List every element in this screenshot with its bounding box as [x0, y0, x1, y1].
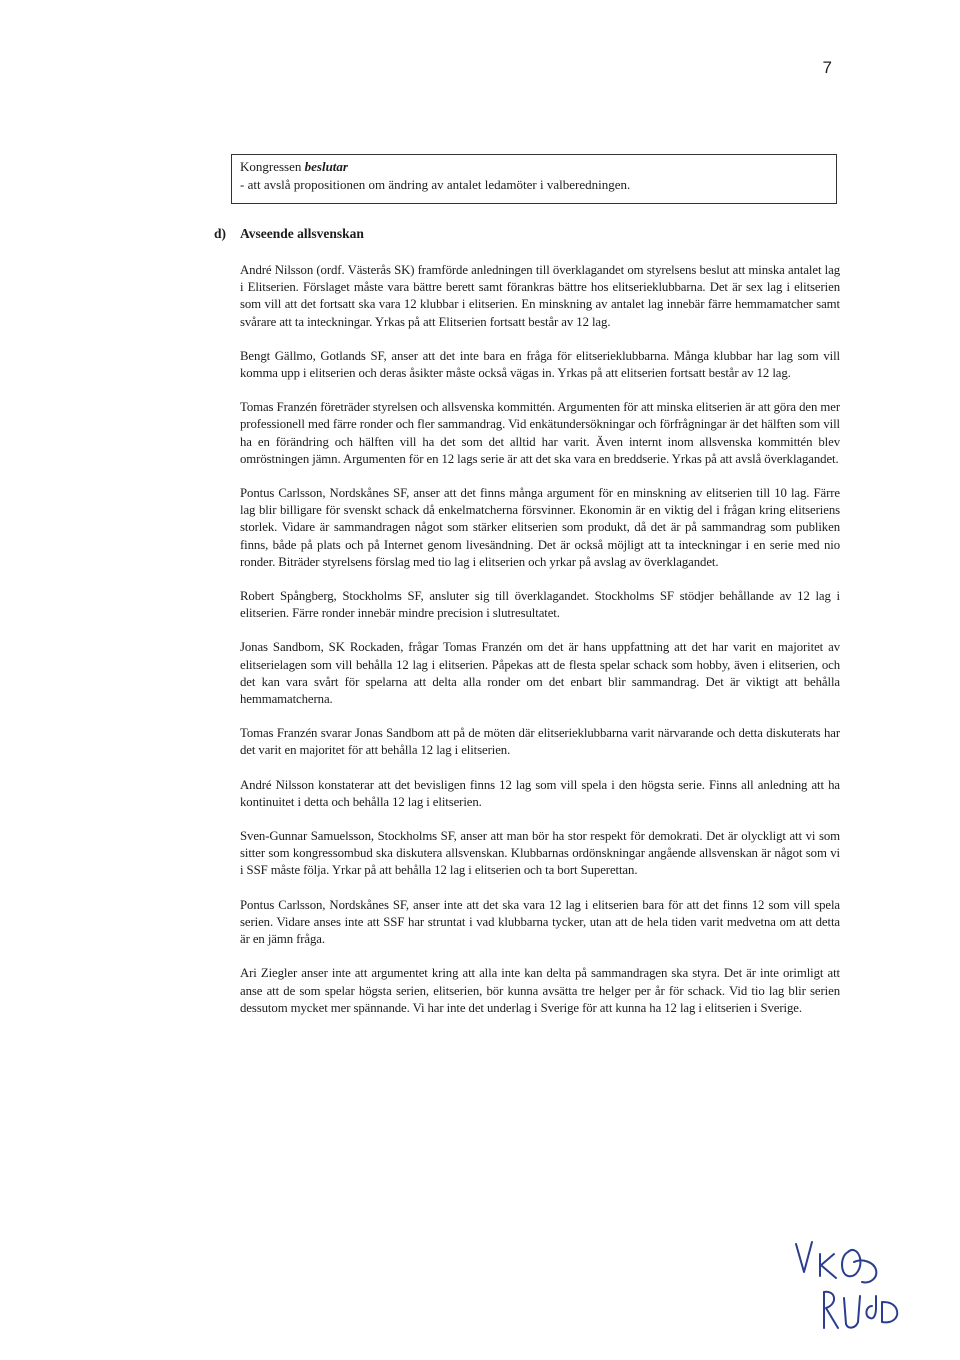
paragraph: André Nilsson konstaterar att det bevisligen finns 12 lag som vill spela i den högsta serie. Finns all anledning att ha kontinuitet i detta och behålla 12 lag i elitserien. — [240, 777, 840, 809]
decision-emphasis: beslutar — [304, 159, 348, 174]
decision-line-2: - att avslå propositionen om ändring av antalet ledamöter i valberedningen. — [240, 177, 631, 192]
page-number: 7 — [822, 58, 832, 77]
paragraph: Jonas Sandbom, SK Rockaden, frågar Tomas Franzén om det är hans uppfattning att det har varit en majoritet av elitserielagen som vill behålla 12 lag i elitserien. Påpekas att de flesta spelar schack som hobby, även i elitserien, och det kan vara svårt för spelarna att delta alla ronder om det enbart blir sammandrag. Det är viktigt att behålla hemmamatcherna. — [240, 640, 840, 707]
handwritten-initials — [790, 1232, 920, 1342]
section-heading — [214, 226, 364, 242]
paragraph: Tomas Franzén svarar Jonas Sandbom att på de möten där elitserieklubbarna varit närvarande och detta diskuterats har det varit en majoritet för att behålla 12 lag i elitserien. — [240, 726, 840, 758]
section-title: Avseende allsvenskan — [240, 226, 364, 241]
decision-box — [231, 154, 837, 204]
paragraph: Ari Ziegler anser inte att argumentet kring att alla inte kan delta på sammandragen ska styra. Det är inte orimligt att anse att de som spelar högsta serien, elitserien, bör kunna avsätta tre helger per år för schack. Vid tio lag blir serien dessutom mycket mer spännande. Vi har inte det underlag i Sverige för att kunna ha 12 lag i elitserien i Sverige. — [240, 966, 840, 1015]
paragraph: Pontus Carlsson, Nordskånes SF, anser att det finns många argument för en minskning av elitserien till 10 lag. Färre lag blir billigare för svenskt schack då enkelmatcherna försvinner. Ekonomin är en viktig del i frågan kring elitseriens storlek. Vidare är sammandragen något som stärker elitserien som produkt, då det är på sammandrag som publiken finns, både på plats och på Internet genom livesändning. Det är också möjligt att ta inteckningar i en serie med nio ronder. Biträder styrelsens förslag med tio lag i elitserien och yrkar på avslag av överklagandet. — [240, 486, 840, 569]
decision-prefix: Kongressen — [240, 159, 305, 174]
paragraph: André Nilsson (ordf. Västerås SK) framförde anledningen till överklagandet om styrelsens beslut att minska antalet lag i Elitserien. Förslaget måste vara bättre berett samt förankras bättre hos elitserieklubbarna. Det är sex lag i elitserien som vill att det fortsatt ska vara 12 klubbar i elitserien. En minskning av antalet lag innebär färre hemmamatcher samt svårare att ta inteckningar. Yrkas på att Elitserien fortsatt består av 12 lag. — [240, 263, 840, 329]
decision-line-1 — [240, 158, 828, 176]
section-marker: d) — [214, 226, 227, 241]
paragraph: Bengt Gällmo, Gotlands SF, anser att det inte bara en fråga för elitserieklubbarna. Många klubbar har lag som vill komma upp i elitserien och deras åsikter måste också vägas in. Yrkas på att elitserien fortsatt består av 12 lag. — [240, 348, 840, 381]
paragraph: Sven-Gunnar Samuelsson, Stockholms SF, anser att man bör ha stor respekt för demokrati. Det är olyckligt att vi som sitter som kongressombud ska diskutera allsvenskan. Klubbarnas ordönskningar angående allsvenskan är något som vi i SSF måste följa. Yrkar på att behålla 12 lag i elitserien och ta bort Superettan. — [240, 829, 840, 878]
signature-drawing — [790, 1232, 920, 1342]
paragraph: Robert Spångberg, Stockholms SF, ansluter sig till överklagandet. Stockholms SF stödjer behållande av 12 lag i elitserien. Färre ronder innebär mindre precision i slutresultatet. — [240, 589, 840, 621]
paragraph: Pontus Carlsson, Nordskånes SF, anser inte att det ska vara 12 lag i elitserien bara för att det finns 12 som vill spela serien. Vidare anses inte att SSF har struntat i vad klubbarna tycker, utan att de hela tiden varit medvetna om att detta är en jämn fråga. — [240, 897, 840, 947]
paragraph: Tomas Franzén företräder styrelsen och allsvenska kommittén. Argumenten för att minska elitserien är att göra den mer professionell med färre ronder och fler sammandrag. Vid enkätundersökningar och förfrågningar är det hälften som vill ha en förändring och hälften vill ha det som det alltid har varit. Även internt inom allsvenska kommittén blev omröstningen jämn. Argumenten för en 12 lags serie är att det ska vara en breddserie. Yrkas på att avslå överklagandet. — [240, 400, 840, 466]
minutes-body — [240, 262, 840, 1034]
